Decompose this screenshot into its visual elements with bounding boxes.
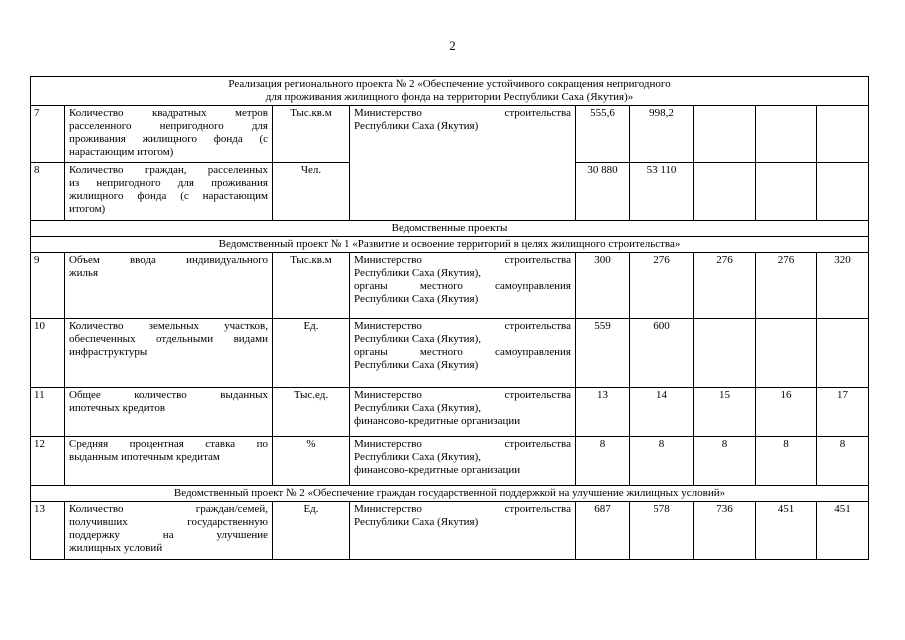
value-4 (756, 106, 817, 163)
value-5 (817, 163, 869, 221)
value-2: 276 (630, 253, 694, 319)
value-4 (756, 319, 817, 388)
table-row (31, 253, 869, 319)
value-1: 300 (576, 253, 630, 319)
value-5 (817, 319, 869, 388)
value-2: 600 (630, 319, 694, 388)
value-5: 451 (817, 502, 869, 560)
value-1: 8 (576, 437, 630, 486)
row-number: 8 (31, 163, 65, 221)
value-5 (817, 106, 869, 163)
value-3 (694, 163, 756, 221)
row-number: 13 (31, 502, 65, 560)
value-5: 8 (817, 437, 869, 486)
row-number: 7 (31, 106, 65, 163)
section-title: Ведомственный проект № 1 «Развитие и освоение территорий в целях жилищного строительства» (31, 237, 869, 253)
value-3: 15 (694, 388, 756, 437)
table-row (31, 502, 869, 560)
unit: Тыс.кв.м (273, 106, 350, 163)
table-row (31, 106, 869, 163)
table-row (31, 319, 869, 388)
indicator-name: Средняя процентная ставка по выданным ипотечным кредитам (65, 437, 273, 486)
value-2: 14 (630, 388, 694, 437)
unit: Чел. (273, 163, 350, 221)
responsible: Министерство строительства Республики Саха (Якутия), финансово-кредитные организации (350, 437, 576, 486)
indicator-name: Количество граждан, расселенных из непригодного для проживания жилищного фонда (с нарастающим итогом) (65, 163, 273, 221)
section-row-departmental-projects (31, 221, 869, 237)
page-number: 2 (449, 38, 456, 53)
value-5: 17 (817, 388, 869, 437)
value-2: 8 (630, 437, 694, 486)
value-1: 559 (576, 319, 630, 388)
indicator-name: Общее количество выданных ипотечных кредитов (65, 388, 273, 437)
unit: Тыс.ед. (273, 388, 350, 437)
value-3: 276 (694, 253, 756, 319)
value-2: 53 110 (630, 163, 694, 221)
value-1: 13 (576, 388, 630, 437)
value-1: 687 (576, 502, 630, 560)
unit: % (273, 437, 350, 486)
value-3 (694, 106, 756, 163)
value-4: 16 (756, 388, 817, 437)
value-4: 276 (756, 253, 817, 319)
unit: Ед. (273, 319, 350, 388)
row-number: 9 (31, 253, 65, 319)
responsible: Министерство строительства Республики Саха (Якутия) (350, 502, 576, 560)
value-3: 736 (694, 502, 756, 560)
value-1: 555,6 (576, 106, 630, 163)
value-4 (756, 163, 817, 221)
row-number: 12 (31, 437, 65, 486)
unit: Ед. (273, 502, 350, 560)
responsible: Министерство строительства Республики Саха (Якутия) (350, 106, 576, 221)
section-row-regional-project-2 (31, 77, 869, 106)
value-5: 320 (817, 253, 869, 319)
value-2: 998,2 (630, 106, 694, 163)
responsible: Министерство строительства Республики Саха (Якутия), органы местного самоуправления Республики Саха (Якутия) (350, 319, 576, 388)
row-number: 10 (31, 319, 65, 388)
indicator-name: Количество граждан/семей, получивших государственную поддержку на улучшение жилищных условий (65, 502, 273, 560)
table-row (31, 388, 869, 437)
value-4: 451 (756, 502, 817, 560)
value-3: 8 (694, 437, 756, 486)
section-title: Ведомственный проект № 2 «Обеспечение граждан государственной поддержкой на улучшение жилищных условий» (31, 486, 869, 502)
responsible: Министерство строительства Республики Саха (Якутия), органы местного самоуправления Республики Саха (Якутия) (350, 253, 576, 319)
section-title: Реализация регионального проекта № 2 «Обеспечение устойчивого сокращения непригодного для проживания жилищного фонда на территории Республики Саха (Якутия)» (31, 77, 869, 106)
unit: Тыс.кв.м (273, 253, 350, 319)
indicator-name: Объем ввода индивидуального жилья (65, 253, 273, 319)
indicators-table (30, 76, 869, 560)
section-title: Ведомственные проекты (31, 221, 869, 237)
indicator-name: Количество земельных участков, обеспеченных отдельными видами инфраструктуры (65, 319, 273, 388)
row-number: 11 (31, 388, 65, 437)
value-1: 30 880 (576, 163, 630, 221)
section-row-departmental-project-2 (31, 486, 869, 502)
section-row-departmental-project-1 (31, 237, 869, 253)
indicator-name: Количество квадратных метров расселенного непригодного для проживания жилищного фонда (с нарастающим итогом) (65, 106, 273, 163)
value-2: 578 (630, 502, 694, 560)
value-3 (694, 319, 756, 388)
table-row (31, 437, 869, 486)
value-4: 8 (756, 437, 817, 486)
responsible: Министерство строительства Республики Саха (Якутия), финансово-кредитные организации (350, 388, 576, 437)
